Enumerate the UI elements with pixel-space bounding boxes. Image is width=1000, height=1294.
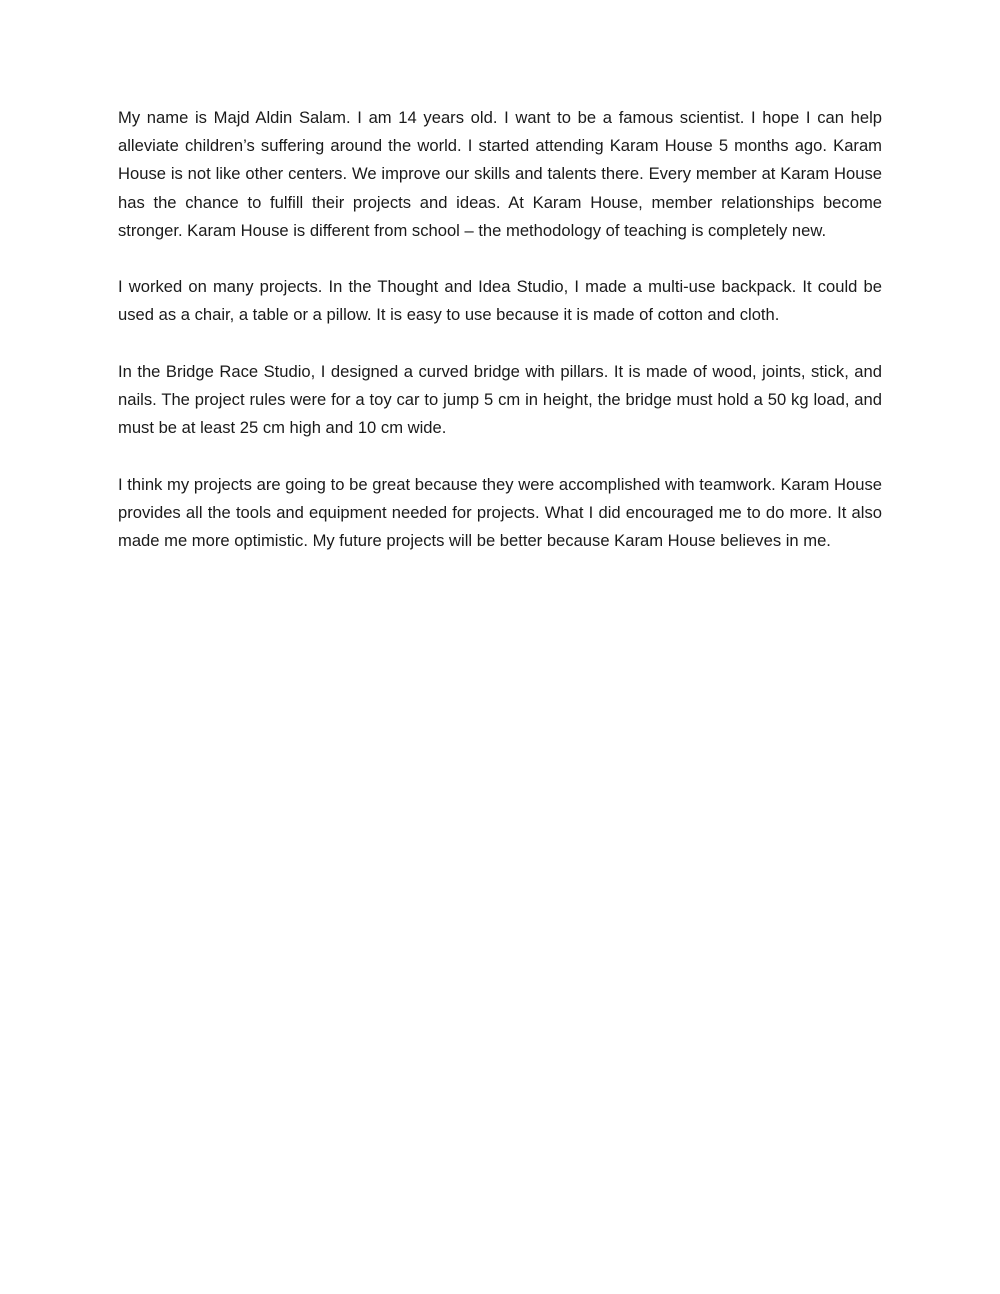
- paragraph-backpack-project: I worked on many projects. In the Thought and Idea Studio, I made a multi-use backpack. It could be used as a chair, a table or a pillow. It is easy to use because it is made of cotton and cloth.: [118, 277, 882, 325]
- paragraph-conclusion: I think my projects are going to be great because they were accomplished with teamwork. Karam House provides all the tools and equipment needed for projects. What I did encouraged me to do more. It also made me more optimistic. My future projects will be better because Karam House believes in me.: [118, 474, 882, 550]
- paragraph-bridge-project: In the Bridge Race Studio, I designed a curved bridge with pillars. It is made of wood, joints, stick, and nails. The project rules were for a toy car to jump 5 cm in height, the bridge must hold a 50 kg load, and must be at least 25 cm high and 10 cm wide.: [118, 361, 882, 438]
- paragraph-intro: My name is Majd Aldin Salam. I am 14 years old. I want to be a famous scientist. I hope I can help alleviate children’s suffering around the world. I started attending Karam House 5 months ago. Karam House is not like other centers. We improve our skills and talents there. Every member at Karam House has the chance to fulfill their projects and ideas. At Karam House, member relationships become stronger. Karam House is different from school – the methodology of teaching is completely new.: [118, 108, 882, 240]
- document-body: [118, 104, 882, 583]
